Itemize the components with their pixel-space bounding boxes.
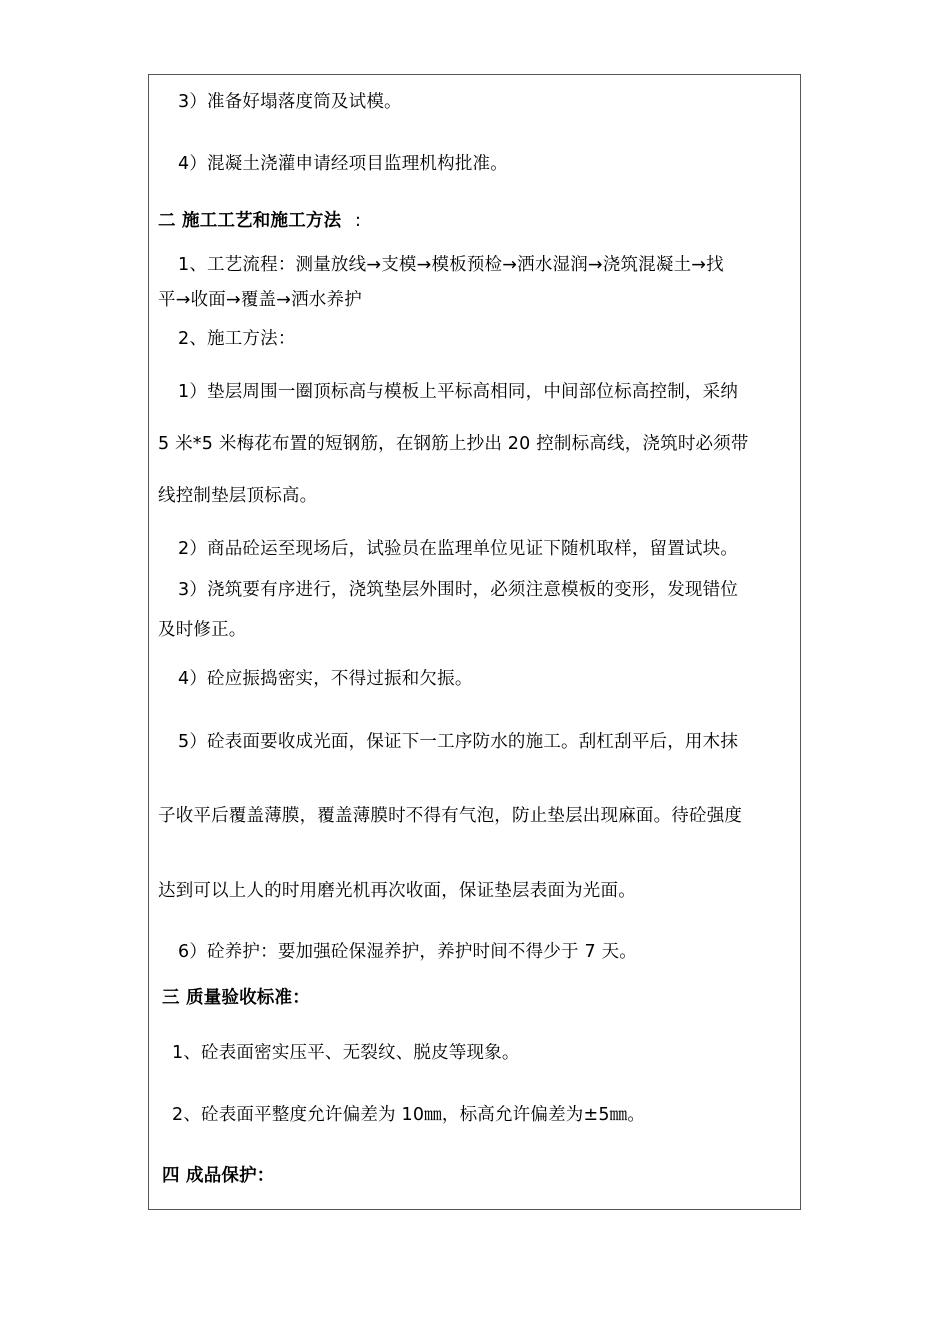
- process-flow-line-2: 平→收面→覆盖→洒水养护: [158, 290, 362, 310]
- section-heading-product-protection: 四 成品保护：: [162, 1166, 275, 1186]
- method-5-line-1: 5）砼表面要收成光面，保证下一工序防水的施工。刮杠刮平后，用木抹: [178, 732, 739, 752]
- method-6: 6）砼养护：要加强砼保湿养护，养护时间不得少于 7 天。: [178, 942, 637, 962]
- method-2: 2）商品砼运至现场后，试验员在监理单位见证下随机取样，留置试块。: [178, 539, 739, 559]
- process-flow-line-1: 1、工艺流程：测量放线→支模→模板预检→洒水湿润→浇筑混凝土→找: [178, 255, 724, 275]
- method-5-line-2: 子收平后覆盖薄膜，覆盖薄膜时不得有气泡，防止垫层出现麻面。待砼强度: [158, 806, 743, 826]
- method-1-line-3: 线控制垫层顶标高。: [158, 486, 318, 506]
- method-3-line-2: 及时修正。: [158, 620, 247, 640]
- section-heading-colon: :: [355, 211, 362, 231]
- section-heading-quality-standard: 三 质量验收标准：: [162, 988, 310, 1008]
- method-1-line-1: 1）垫层周围一圈顶标高与模板上平标高相同，中间部位标高控制，采纳: [178, 382, 739, 402]
- item-pour-application: 4）混凝土浇灌申请经项目监理机构批准。: [178, 154, 508, 174]
- method-5-line-3: 达到可以上人的时用磨光机再次收面，保证垫层表面为光面。: [158, 881, 636, 901]
- construction-methods-heading: 2、施工方法：: [178, 329, 296, 349]
- quality-standard-2: 2、砼表面平整度允许偏差为 10㎜，标高允许偏差为±5㎜。: [172, 1105, 646, 1125]
- content-frame: [148, 74, 801, 1210]
- item-prepare-slump-cone: 3）准备好塌落度筒及试模。: [178, 92, 402, 112]
- method-4: 4）砼应振捣密实，不得过振和欠振。: [178, 669, 473, 689]
- section-heading-construction-method: 二 施工工艺和施工方法: [158, 211, 342, 231]
- quality-standard-1: 1、砼表面密实压平、无裂纹、脱皮等现象。: [172, 1043, 520, 1063]
- method-1-line-2: 5 米*5 米梅花布置的短钢筋，在钢筋上抄出 20 控制标高线，浇筑时必须带: [158, 434, 749, 454]
- method-3-line-1: 3）浇筑要有序进行，浇筑垫层外围时，必须注意模板的变形，发现错位: [178, 580, 739, 600]
